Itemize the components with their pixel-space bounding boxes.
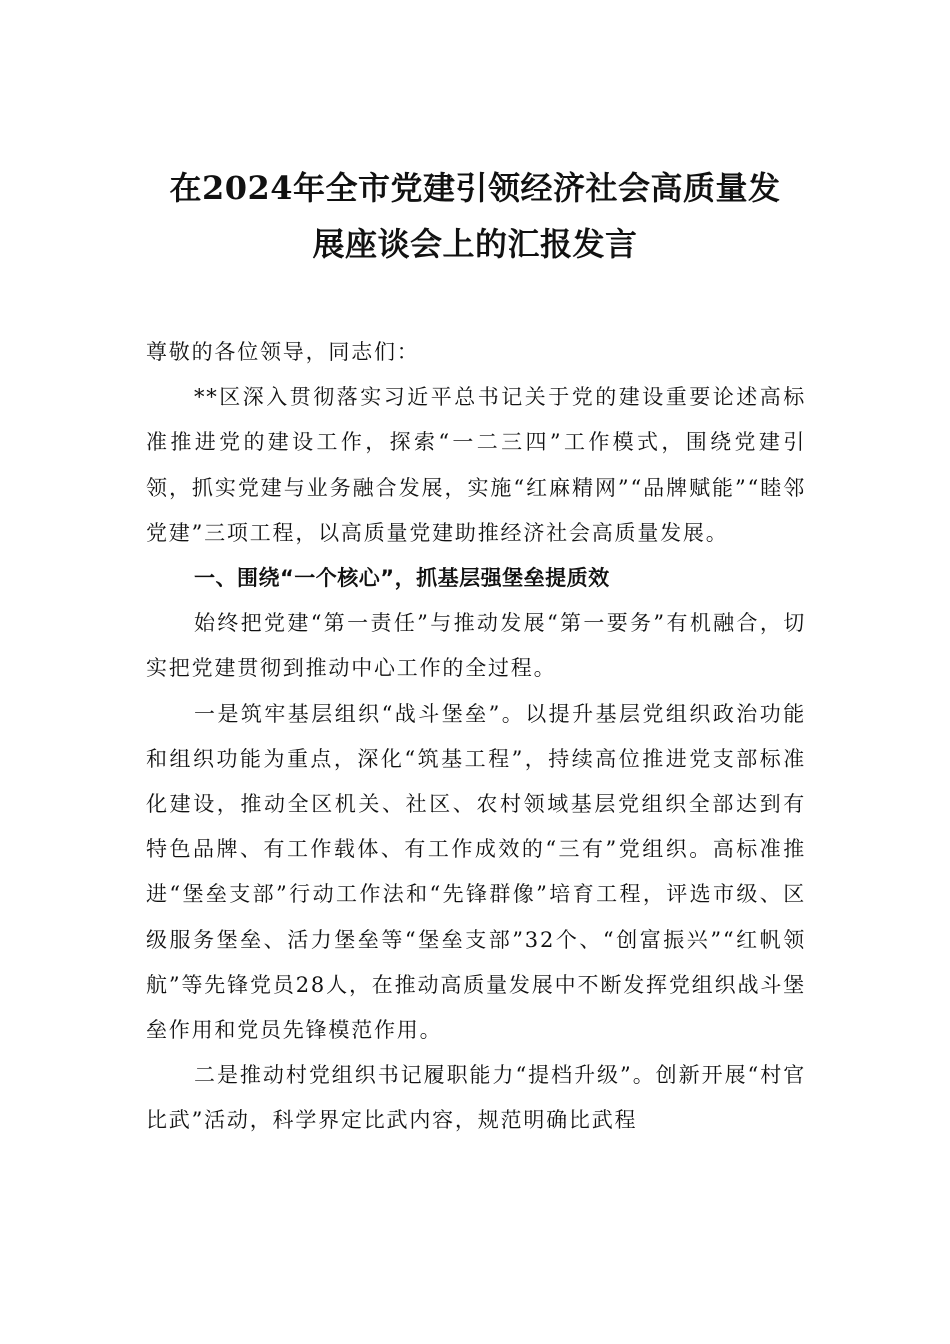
title-line-2: 展座谈会上的汇报发言 <box>312 225 638 263</box>
salutation: 尊敬的各位领导，同志们： <box>146 340 420 364</box>
section-1-paragraph-1: 始终把党建“第一责任”与推动发展“第一要务”有机融合，切实把党建贯彻到推动中心工作的全过程。 <box>146 611 806 681</box>
intro-paragraph: **区深入贯彻落实习近平总书记关于党的建设重要论述高标准推进党的建设工作，探索“一二三四”工作模式，围绕党建引领，抓实党建与业务融合发展，实施“红麻精网”“品牌赋能”“睦邻党建”三项工程，以高质量党建助推经济社会高质量发展。 <box>146 385 806 545</box>
document-title <box>140 160 810 272</box>
document-body <box>146 330 806 1144</box>
title-line-1: 在2024年全市党建引领经济社会高质量发 <box>169 169 781 207</box>
section-heading-1: 一、围绕“一个核心”，抓基层强堡垒提质效 <box>194 566 610 591</box>
section-1-paragraph-3: 二是推动村党组织书记履职能力“提档升级”。创新开展“村官比武”活动，科学界定比武内容，规范明确比武程 <box>146 1063 806 1133</box>
section-1-paragraph-2: 一是筑牢基层组织“战斗堡垒”。以提升基层党组织政治功能和组织功能为重点，深化“筑基工程”，持续高位推进党支部标准化建设，推动全区机关、社区、农村领域基层党组织全部达到有特色品牌、有工作载体、有工作成效的“三有”党组织。高标准推进“堡垒支部”行动工作法和“先锋群像”培育工程，评选市级、区级服务堡垒、活力堡垒等“堡垒支部”32个、“创富振兴”“红帆领航”等先锋党员28人，在推动高质量发展中不断发挥党组织战斗堡垒作用和党员先锋模范作用。 <box>146 701 806 1043</box>
